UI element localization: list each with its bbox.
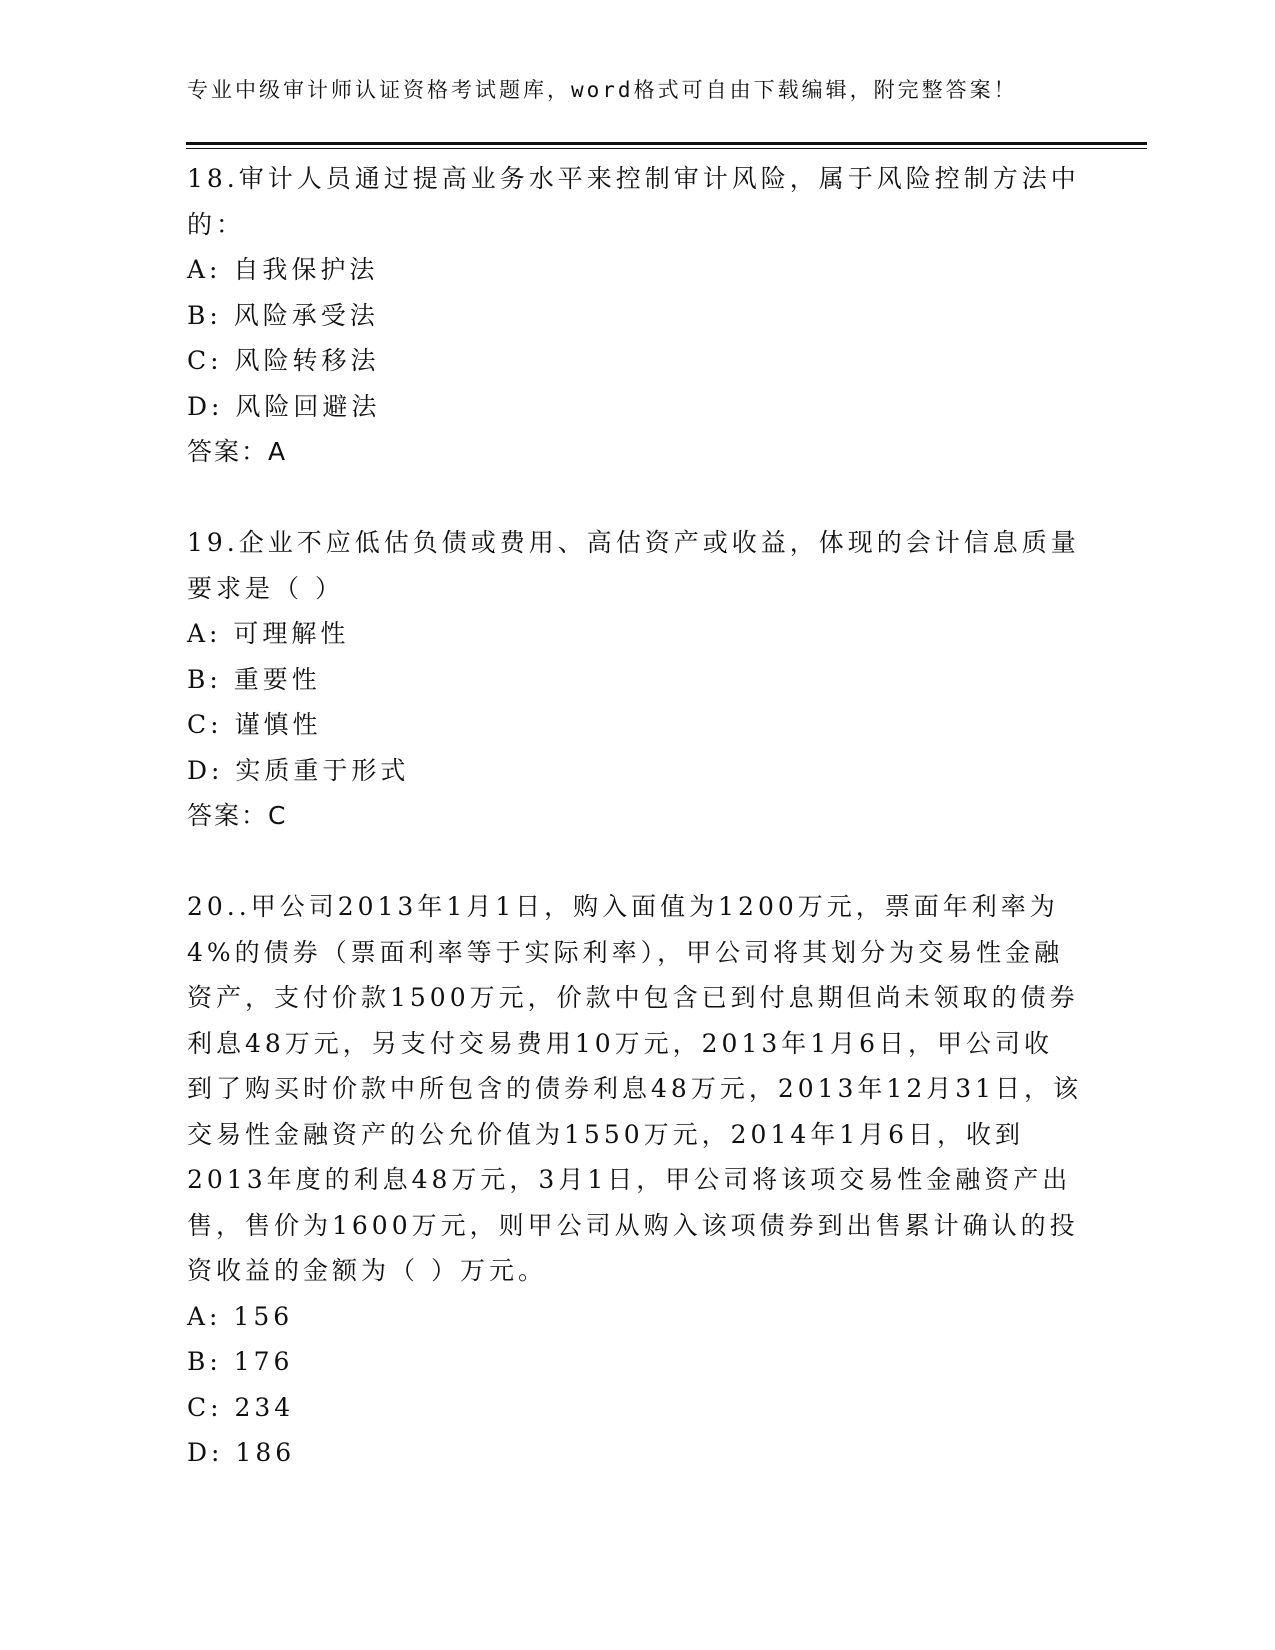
spacer [187,475,1087,521]
option-b: B: 风险承受法 [187,300,379,330]
question-stem-line: 资产，支付价款1500万元，价款中包含已到付息期但尚未领取的债券 [187,983,1079,1012]
option-c: C: 234 [187,1392,295,1422]
question-stem-line: 19.企业不应低估负债或费用、高估资产或收益，体现的会计信息质量 [187,528,1080,557]
option-a: A: 可理解性 [187,619,350,648]
option-a: A: 自我保护法 [187,255,379,284]
option-d: D: 风险回避法 [187,391,381,421]
question-stem-line: 的： [187,209,246,239]
question-stem-line: 2013年度的利息48万元，3月1日，甲公司将该项交易性金融资产出 [187,1165,1072,1194]
question-stem-line: 4%的债券（票面利率等于实际利率），甲公司将其划分为交易性金融 [187,937,1064,967]
question-stem-line: 到了购买时价款中所包含的债券利息48万元，2013年12月31日，该 [187,1074,1083,1103]
question-stem-line: 交易性金融资产的公允价值为1550万元，2014年1月6日，收到 [187,1119,1025,1149]
option-c: C: 风险转移法 [187,346,380,375]
question-18 [187,156,1087,475]
question-stem-line: 20..甲公司2013年1月1日，购入面值为1200万元，票面年利率为 [187,892,1059,921]
option-b: B: 重要性 [187,664,321,694]
page-header: 专业中级审计师认证资格考试题库，word格式可自由下载编辑，附完整答案！ [187,78,1018,102]
header-rule-thin [186,148,1147,149]
question-19 [187,520,1087,839]
question-stem-line: 资收益的金额为（ ）万元。 [187,1256,547,1285]
option-b: B: 176 [187,1347,294,1376]
option-a: A: 156 [187,1301,294,1331]
answer-line: 答案：C [187,801,288,830]
question-stem-line: 要求是（ ） [187,573,344,603]
question-stem-line: 18.审计人员通过提高业务水平来控制审计风险，属于风险控制方法中 [187,164,1080,193]
question-stem-line: 利息48万元，另支付交易费用10万元，2013年1月6日，甲公司收 [187,1028,1054,1058]
header-rule-thick [186,142,1147,145]
spacer [187,839,1087,885]
option-d: D: 实质重于形式 [187,755,410,785]
question-stem-line: 售，售价为1600万元，则甲公司从购入该项债券到出售累计确认的投 [187,1210,1079,1240]
answer-line: 答案：A [187,437,288,466]
question-20 [187,884,1087,1476]
question-list [187,156,1087,1476]
option-d: D: 186 [187,1438,296,1467]
option-c: C: 谨慎性 [187,710,322,739]
